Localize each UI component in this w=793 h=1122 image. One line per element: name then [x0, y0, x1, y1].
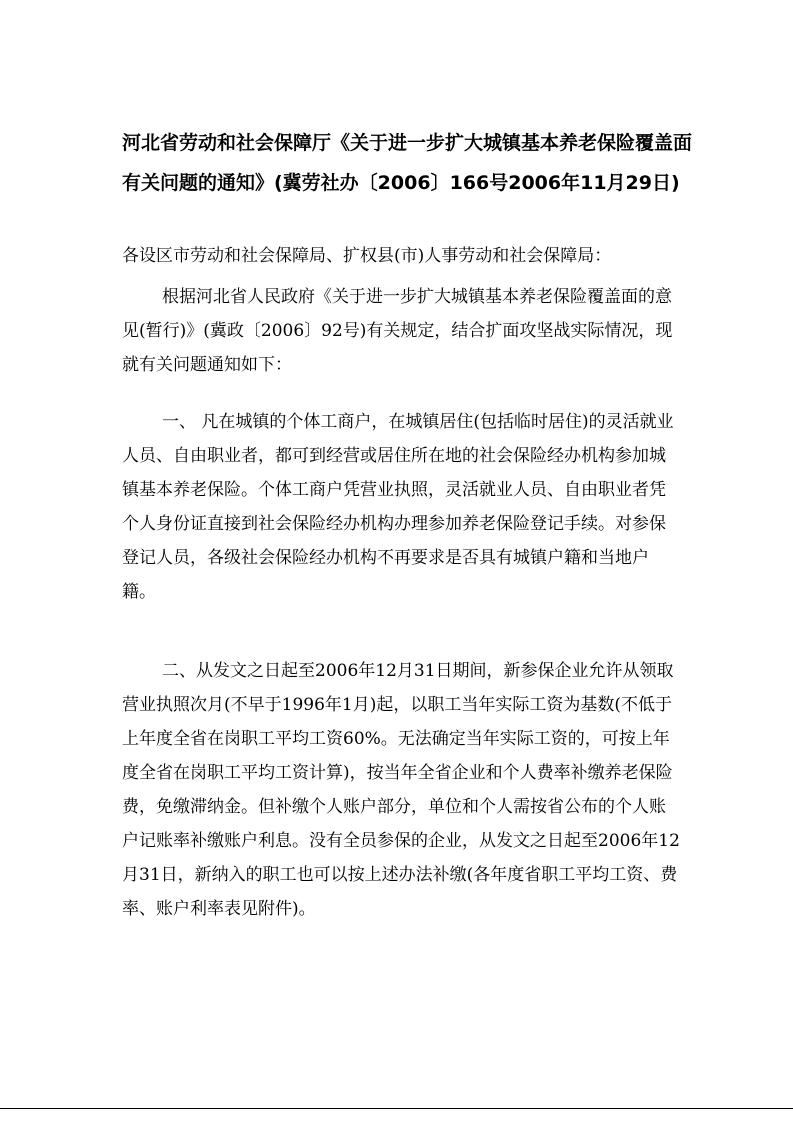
paragraph-item-2: 二、从发文之日起至2006年12月31日期间，新参保企业允许从领取营业执照次月(不早于1996年1月)起，以职工当年实际工资为基数(不低于上年度全省在岗职工平均工资60%。无法确定当年实际工资的，可按上年度全省在岗职工平均工资计算)，按当年全省企业和个人费率补缴养老保险费，免缴滞纳金。但补缴个人账户部分，单位和个人需按省公布的个人账户记账率补缴账户利息。没有全员参保的企业，从发文之日起至2006年12月31日，新纳入的职工也可以按上述办法补缴(各年度省职工平均工资、费率、账户利率表见附件)。	[122, 661, 680, 919]
page-bottom-rule	[0, 1108, 793, 1109]
document-title-line-2: 有关问题的通知》(冀劳社办〔2006〕166号2006年11月29日)	[122, 172, 680, 194]
paragraph-item-1: 一、 凡在城镇的个体工商户，在城镇居住(包括临时居住)的灵活就业人员、自由职业者，都可到经营或居住所在地的社会保险经办机构参加城镇基本养老保险。个体工商户凭营业执照，灵活就业人员、自由职业者凭个人身份证直接到社会保险经办机构办理参加养老保险登记手续。对参保登记人员，各级社会保险经办机构不再要求是否具有城镇户籍和当地户籍。	[122, 412, 674, 602]
salutation: 各设区市劳动和社会保障局、扩权县(市)人事劳动和社会保障局：	[122, 246, 612, 266]
paragraph-intro: 根据河北省人民政府《关于进一步扩大城镇基本养老保险覆盖面的意见(暂行)》(冀政〔2006〕92号)有关规定，结合扩面攻坚战实际情况，现就有关问题通知如下：	[122, 287, 673, 375]
document-title-line-1: 河北省劳动和社会保障厅《关于进一步扩大城镇基本养老保险覆盖面	[122, 132, 693, 154]
